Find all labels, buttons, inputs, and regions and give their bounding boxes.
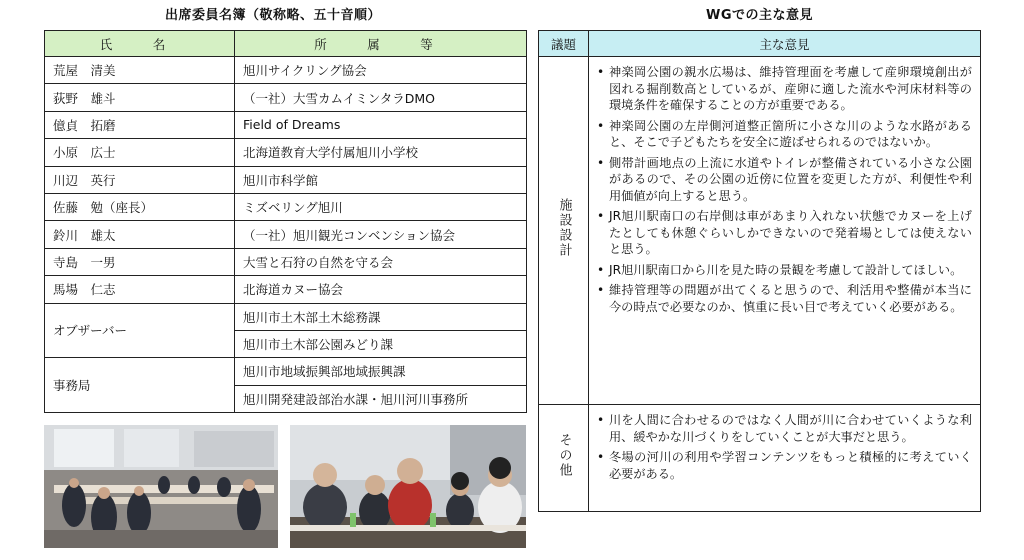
list-item: • 川を人間に合わせるのではなく人間が川に合わせていくような利用、緩やかな川づくりをしていくことが大事だと思う。 xyxy=(597,412,972,445)
section-facility-design xyxy=(539,57,981,405)
member-affiliation: Field of Dreams xyxy=(235,111,527,138)
member-list-title: 出席委員名簿（敬称略、五十音順） xyxy=(165,8,382,23)
list-item: • JR旭川駅南口の右岸側は車があまり入れない状態でカヌーを上げたとしても休憩ぐらいしかできないので発着場としては使えないと思う。 xyxy=(597,208,972,258)
member-name: 荒屋 清美 xyxy=(45,57,235,84)
opinion-list xyxy=(589,57,980,323)
table-row xyxy=(45,57,527,84)
table-row xyxy=(45,221,527,248)
table-row xyxy=(45,111,527,138)
secretariat-affiliation: 旭川開発建設部治水課・旭川河川事務所 xyxy=(235,385,527,412)
member-name: 佐藤 勉（座長） xyxy=(45,193,235,220)
header-topic: 議題 xyxy=(539,31,589,57)
header-opinion: 主な意見 xyxy=(589,31,981,57)
table-row xyxy=(45,139,527,166)
section-other xyxy=(539,405,981,512)
member-name: 寺島 一男 xyxy=(45,248,235,275)
member-affiliation: ミズベリング旭川 xyxy=(235,193,527,220)
table-row xyxy=(45,276,527,303)
member-table xyxy=(44,30,527,413)
topic-other xyxy=(539,405,589,512)
list-item: • 維持管理等の問題が出てくると思うので、利活用や整備が本当に今の時点で必要なのか、慎重に長い目で考えていく必要がある。 xyxy=(597,282,972,315)
member-affiliation: （一社）旭川観光コンベンション協会 xyxy=(235,221,527,248)
observer-affiliation: 旭川市土木部公園みどり課 xyxy=(235,330,527,357)
opinion-cell xyxy=(589,57,981,405)
observer-label: オブザーバー xyxy=(45,303,235,358)
opinion-title: WGでの主な意見 xyxy=(706,8,814,23)
topic-facility-design xyxy=(539,57,589,405)
member-affiliation: 旭川市科学館 xyxy=(235,166,527,193)
opinion-table xyxy=(538,30,981,512)
member-name: 馬場 仁志 xyxy=(45,276,235,303)
observer-row xyxy=(45,303,527,330)
meeting-room-wide-photo xyxy=(44,425,278,548)
member-affiliation: 北海道カヌー協会 xyxy=(235,276,527,303)
table-row xyxy=(45,193,527,220)
list-item: • 神楽岡公園の親水広場は、維持管理面を考慮して産卵環境創出が図れる掘削数高としているが、産卵に適した流水や河床材料等の環境条件を確保することの方が重要である。 xyxy=(597,64,972,114)
member-name: 億貞 拓磨 xyxy=(45,111,235,138)
member-table-header xyxy=(45,31,527,57)
table-row xyxy=(45,166,527,193)
table-row xyxy=(45,248,527,275)
list-item: • 神楽岡公園の左岸側河道整正箇所に小さな川のような水路があると、そこで子どもたちを安全に遊ばせられるのではないか。 xyxy=(597,118,972,151)
list-item: • 冬場の河川の利用や学習コンテンツをもっと積極的に考えていく必要がある。 xyxy=(597,449,972,482)
topic-label: その他 xyxy=(556,433,572,478)
member-name: 小原 広士 xyxy=(45,139,235,166)
member-affiliation: 北海道教育大学付属旭川小学校 xyxy=(235,139,527,166)
member-name: 鈴川 雄太 xyxy=(45,221,235,248)
list-item: • 側帯計画地点の上流に水道やトイレが整備されている小さな公園があるので、その公園の近傍に位置を変更した方が、利便性や利用価値が向上すると思う。 xyxy=(597,155,972,205)
member-affiliation: （一社）大雪カムイミンタラDMO xyxy=(235,84,527,111)
member-affiliation: 大雪と石狩の自然を守る会 xyxy=(235,248,527,275)
opinion-table-header xyxy=(539,31,981,57)
header-affiliation: 所 属 等 xyxy=(235,31,527,57)
observer-affiliation: 旭川市土木部土木総務課 xyxy=(235,303,527,330)
secretariat-label: 事務局 xyxy=(45,358,235,413)
opinion-cell xyxy=(589,405,981,512)
meeting-participants-photo xyxy=(290,425,526,548)
member-name: 川辺 英行 xyxy=(45,166,235,193)
table-row xyxy=(45,84,527,111)
member-name: 荻野 雄斗 xyxy=(45,84,235,111)
list-item: • JR旭川駅南口から川を見た時の景観を考慮して設計してほしい。 xyxy=(597,262,972,279)
topic-label: 施設設計 xyxy=(556,198,572,258)
opinion-list xyxy=(589,405,980,490)
header-name: 氏 名 xyxy=(45,31,235,57)
secretariat-row xyxy=(45,358,527,385)
member-affiliation: 旭川サイクリング協会 xyxy=(235,57,527,84)
secretariat-affiliation: 旭川市地域振興部地域振興課 xyxy=(235,358,527,385)
